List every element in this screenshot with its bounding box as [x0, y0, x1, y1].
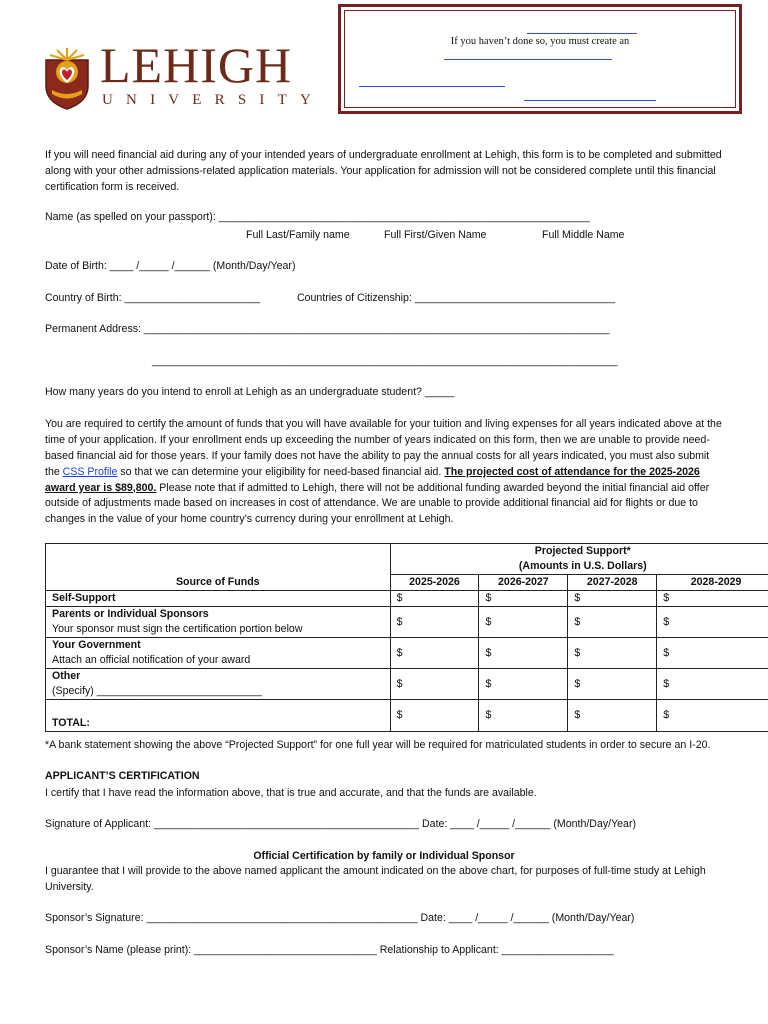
notice-box: [338, 4, 742, 114]
intro-paragraph: If you will need financial aid during any of your intended years of undergraduate enrollment at Lehigh, this form is to be completed and submitted along with your other admissions-related application materials. Your application for admission will not be considered complete until this financial certification form is received.: [45, 149, 722, 193]
sponsor-statement: I guarantee that I will provide to the above named applicant the amount indicated on the above chart, for purposes of full-time study at Lehigh University.: [45, 865, 706, 893]
table-row: Parents or Individual Sponsors Your sponsor must sign the certification portion below $ $ $ $: [46, 607, 768, 638]
logo-wordmark: LEHIGH: [100, 37, 293, 93]
notice-link-line-4[interactable]: [524, 100, 656, 101]
year-header: 2027-2028: [568, 575, 657, 591]
name-sub-first: Full First/Given Name: [384, 229, 487, 241]
dob-field[interactable]: Date of Birth: ____ /_____ /______ (Month/Day/Year): [45, 260, 296, 272]
lehigh-logo: [44, 37, 334, 114]
year-header: 2025-2026: [390, 575, 479, 591]
sponsor-signature[interactable]: Sponsor’s Signature: ______________________________________________ Date: ____ /_____ /______ (Month/Day/Year): [45, 912, 635, 924]
table-row: Self-Support $ $ $ $: [46, 591, 768, 607]
cost-of-attendance: The projected cost of attendance for the 2025-2026 award year is $89,800.: [45, 465, 700, 494]
table-row: Other (Specify) ____________________________ $ $ $ $: [46, 669, 768, 700]
table-row: Your Government Attach an official notification of your award $ $ $ $: [46, 638, 768, 669]
address-field[interactable]: Permanent Address: _______________________________________________________________________________: [45, 323, 610, 335]
funds-table: [45, 543, 768, 732]
name-sub-last: Full Last/Family name: [246, 229, 350, 241]
years-question[interactable]: How many years do you intend to enroll at Lehigh as an undergraduate student? _____: [45, 386, 455, 398]
citizenship-field[interactable]: Countries of Citizenship: __________________________________: [297, 292, 616, 304]
source-header: Source of Funds: [46, 544, 391, 591]
name-sub-middle: Full Middle Name: [542, 229, 625, 241]
year-header: 2026-2027: [479, 575, 568, 591]
notice-link-line-2[interactable]: [444, 59, 612, 60]
notice-text: If you haven’t done so, you must create an: [450, 36, 630, 47]
sponsor-name[interactable]: Sponsor’s Name (please print): _______________________________ Relationship to Applicant: ___________________: [45, 944, 614, 956]
country-birth-field[interactable]: Country of Birth: _______________________: [45, 292, 260, 304]
applicant-heading: APPLICANT’S CERTIFICATION: [45, 770, 200, 782]
crest-icon: [44, 46, 90, 110]
css-profile-link[interactable]: CSS Profile: [62, 465, 118, 478]
address-line-2[interactable]: _______________________________________________________________________________: [152, 355, 618, 367]
year-header: 2028-2029: [657, 575, 768, 591]
table-row: TOTAL: $ $ $ $: [46, 700, 768, 732]
notice-link-line-1[interactable]: [527, 33, 637, 34]
applicant-statement: I certify that I have read the information above, that is true and accurate, and that the funds are available.: [45, 787, 537, 799]
name-field[interactable]: Name (as spelled on your passport): _______________________________________________________________: [45, 211, 590, 223]
logo-subtitle: UNIVERSITY: [102, 92, 324, 108]
applicant-signature[interactable]: Signature of Applicant: _____________________________________________ Date: ____ /_____ /______ (Month/Day/Year): [45, 818, 637, 830]
notice-link-line-3[interactable]: [359, 86, 505, 87]
footnote: *A bank statement showing the above “Projected Support” for one full year will be required for matriculated students in order to secure an I-20.: [45, 739, 711, 751]
projected-header: Projected Support* (Amounts in U.S. Dollars): [390, 544, 768, 575]
sponsor-heading: Official Certification by family or Individual Sponsor: [253, 850, 515, 862]
certification-paragraph: You are required to certify the amount of funds that you will have available for your tuition and living expenses for all years indicated above at the time of your application. If your enrollment ends up exceeding the number of years indicated on this form, then we are unable to provide need-based financial aid for those years. If your family does not have the ability to pay the annual costs for all years indicated, you must also submit the CSS Profile so that we can determine your eligibility for need-based financial aid. The projected cost of attendance for the 2025-2026 award year is $89,800. Please note that if admitted to Lehigh, there will not be additional funding awarded beyond the initial financial aid offer outside of adjustments made based on increases in cost of attendance. We are unable to provide additional financial aid for flights or due to changes in the value of your home country’s currency during your enrollment at Lehigh.: [45, 418, 722, 526]
